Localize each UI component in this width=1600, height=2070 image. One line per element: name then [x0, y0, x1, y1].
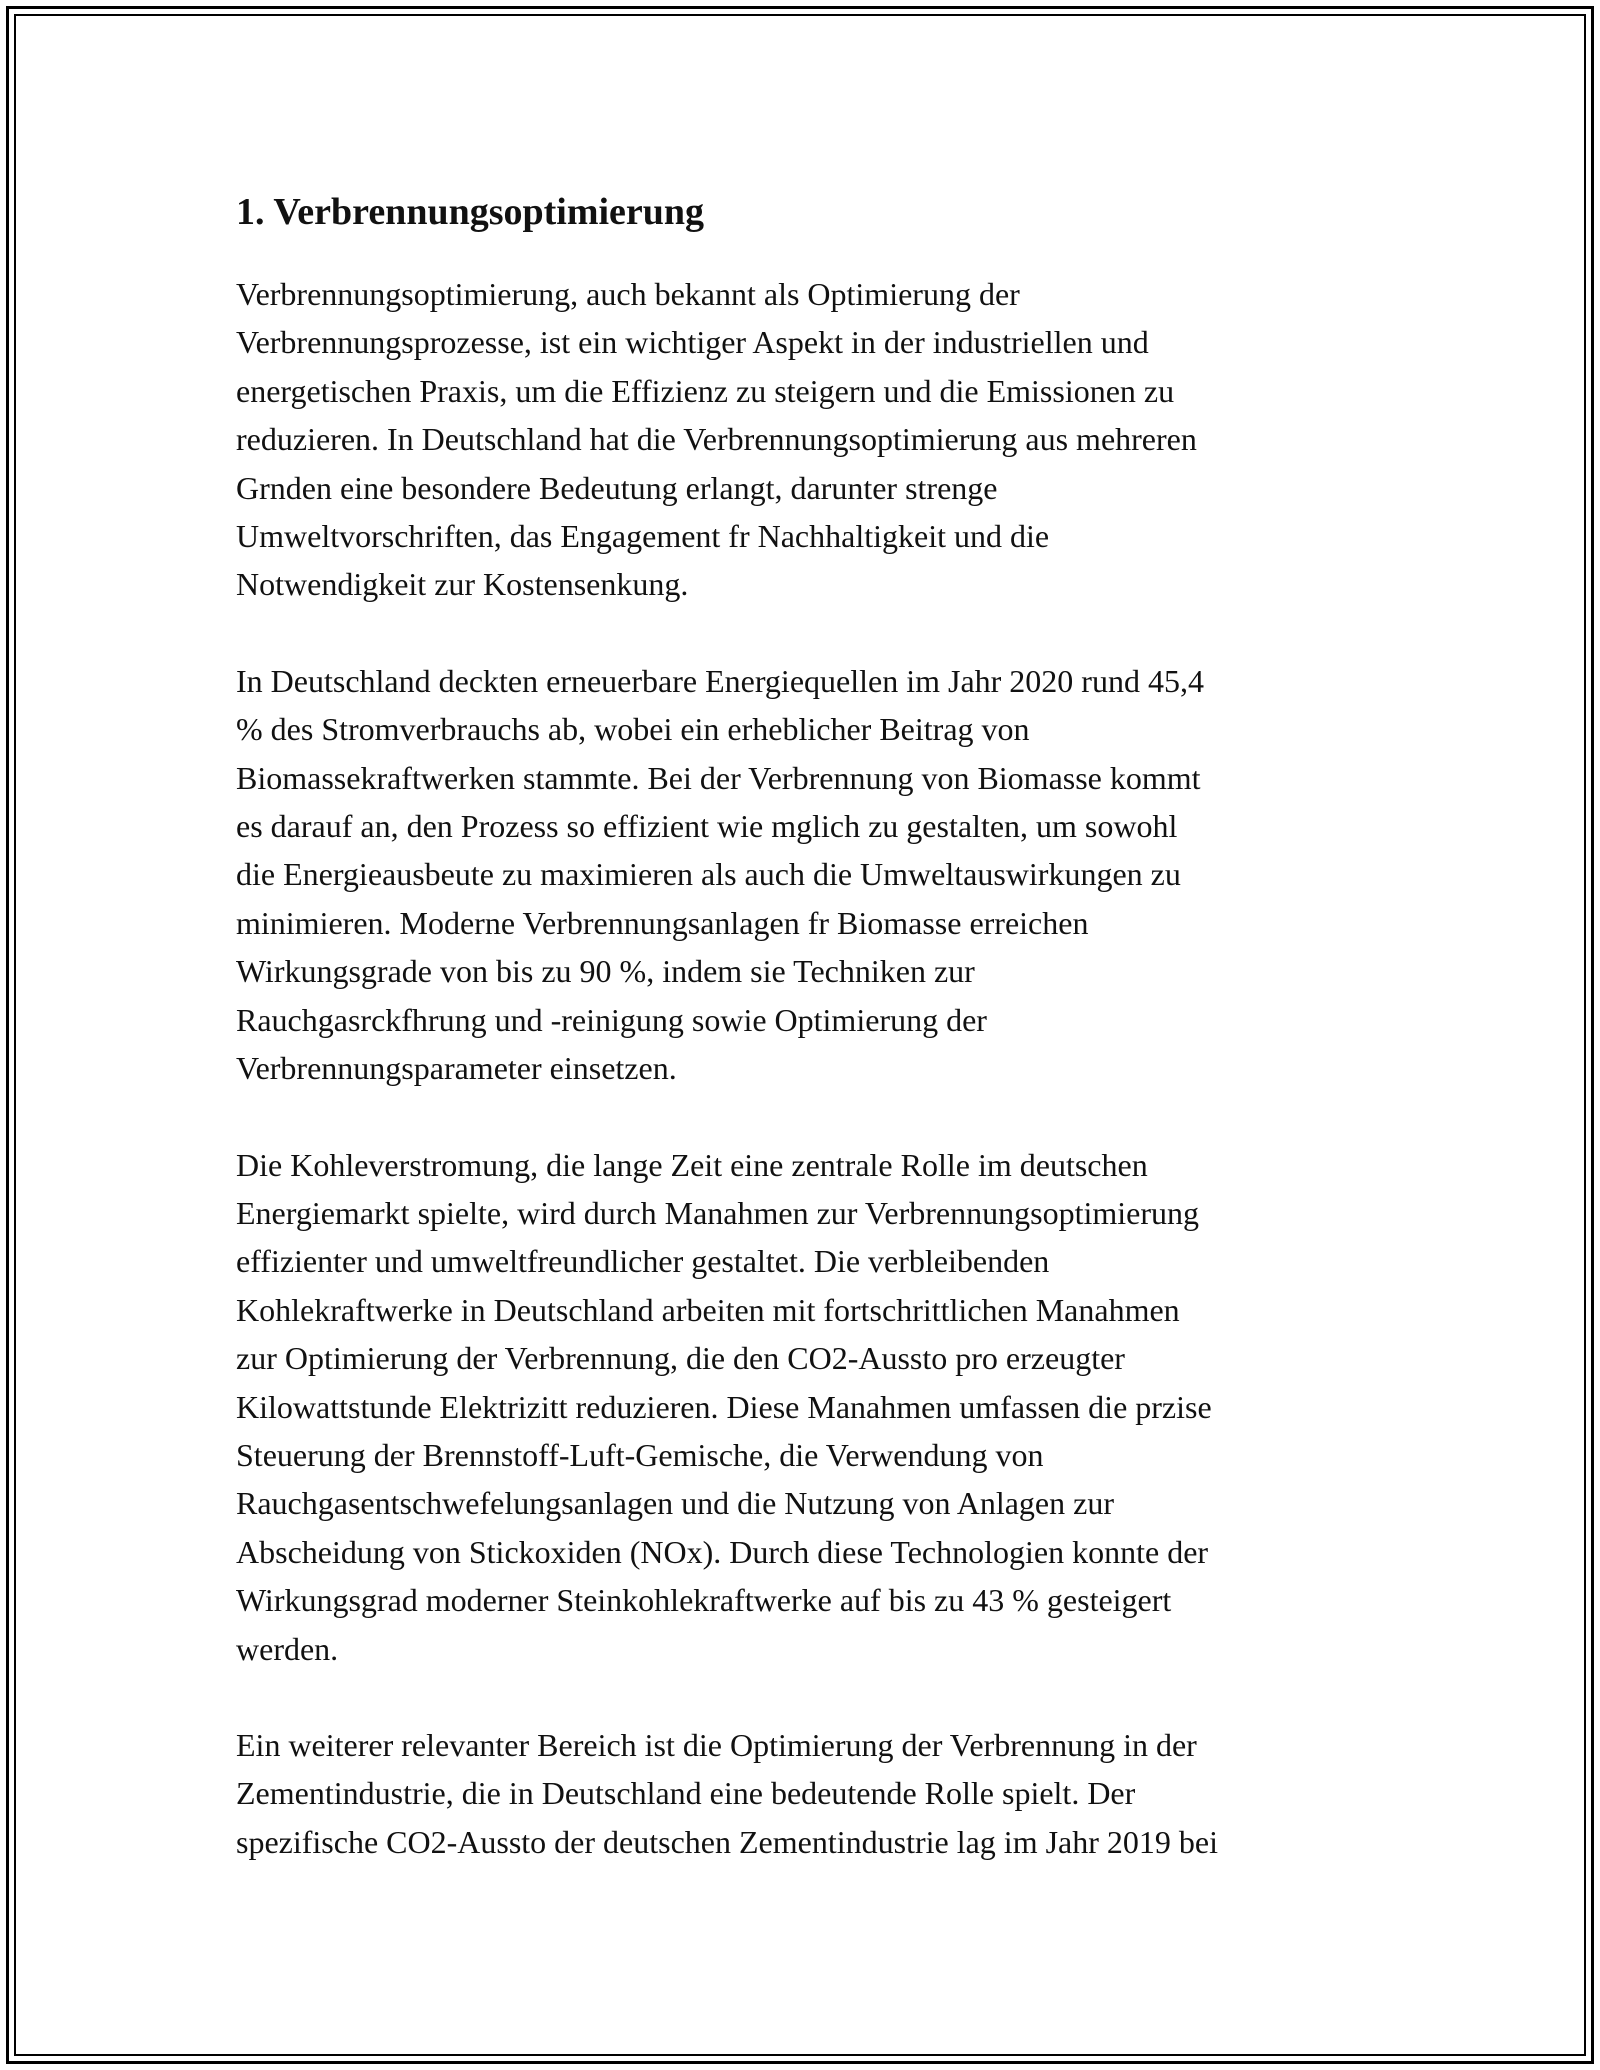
- paragraph-cement: Ein weiterer relevanter Bereich ist die Optimierung der Verbrennung in der Zementindustrie, die in Deutschland eine bedeutende Rolle spielt. Der spezifische CO2-Aussto der deutschen Zementindustrie lag im Jahr 2019 bei: [236, 1726, 1218, 1860]
- paragraph-coal: Die Kohleverstromung, die lange Zeit eine zentrale Rolle im deutschen Energiemarkt spielte, wird durch Manahmen zur Verbrennungsoptimierung effizienter und umweltfreundlicher gestaltet. Die verbleibenden Kohlekraftwerke in Deutschland arbeiten mit fortschrittlichen Manahmen zur Optimierung der Verbrennung, die den CO2-Aussto pro erzeugter Kilowattstunde Elektrizitt reduzieren. Diese Manahmen umfassen die przise Steuerung der Brennstoff-Luft-Gemische, die Verwendung von Rauchgasentschwefelungsanlagen und die Nutzung von Anlagen zur Abscheidung von Stickoxiden (NOx). Durch diese Technologien konnte der Wirkungsgrad moderner Steinkohlekraftwerke auf bis zu 43 % gesteigert werden.: [236, 1146, 1212, 1667]
- document-body: [236, 186, 1376, 1914]
- section-heading: 1. Verbrennungsoptimierung: [236, 191, 705, 233]
- paragraph-intro: Verbrennungsoptimierung, auch bekannt als Optimierung der Verbrennungsprozesse, ist ein wichtiger Aspekt in der industriellen und energetischen Praxis, um die Effizienz zu steigern und die Emissionen zu reduzieren. In Deutschland hat die Verbrennungsoptimierung aus mehreren Grnden eine besondere Bedeutung erlangt, darunter strenge Umweltvorschriften, das Engagement fr Nachhaltigkeit und die Notwendigkeit zur Kostensenkung.: [236, 276, 1197, 603]
- paragraph-biomass: In Deutschland deckten erneuerbare Energiequellen im Jahr 2020 rund 45,4 % des Stromverbrauchs ab, wobei ein erheblicher Beitrag von Biomassekraftwerken stammte. Bei der Verbrennung von Biomasse kommt es darauf an, den Prozess so effizient wie mglich zu gestalten, um sowohl die Energieausbeute zu maximieren als auch die Umweltauswirkungen zu minimieren. Moderne Verbrennungsanlagen fr Biomasse erreichen Wirkungsgrade von bis zu 90 %, indem sie Techniken zur Rauchgasrckfhrung und -reinigung sowie Optimierung der Verbrennungsparameter einsetzen.: [236, 662, 1204, 1087]
